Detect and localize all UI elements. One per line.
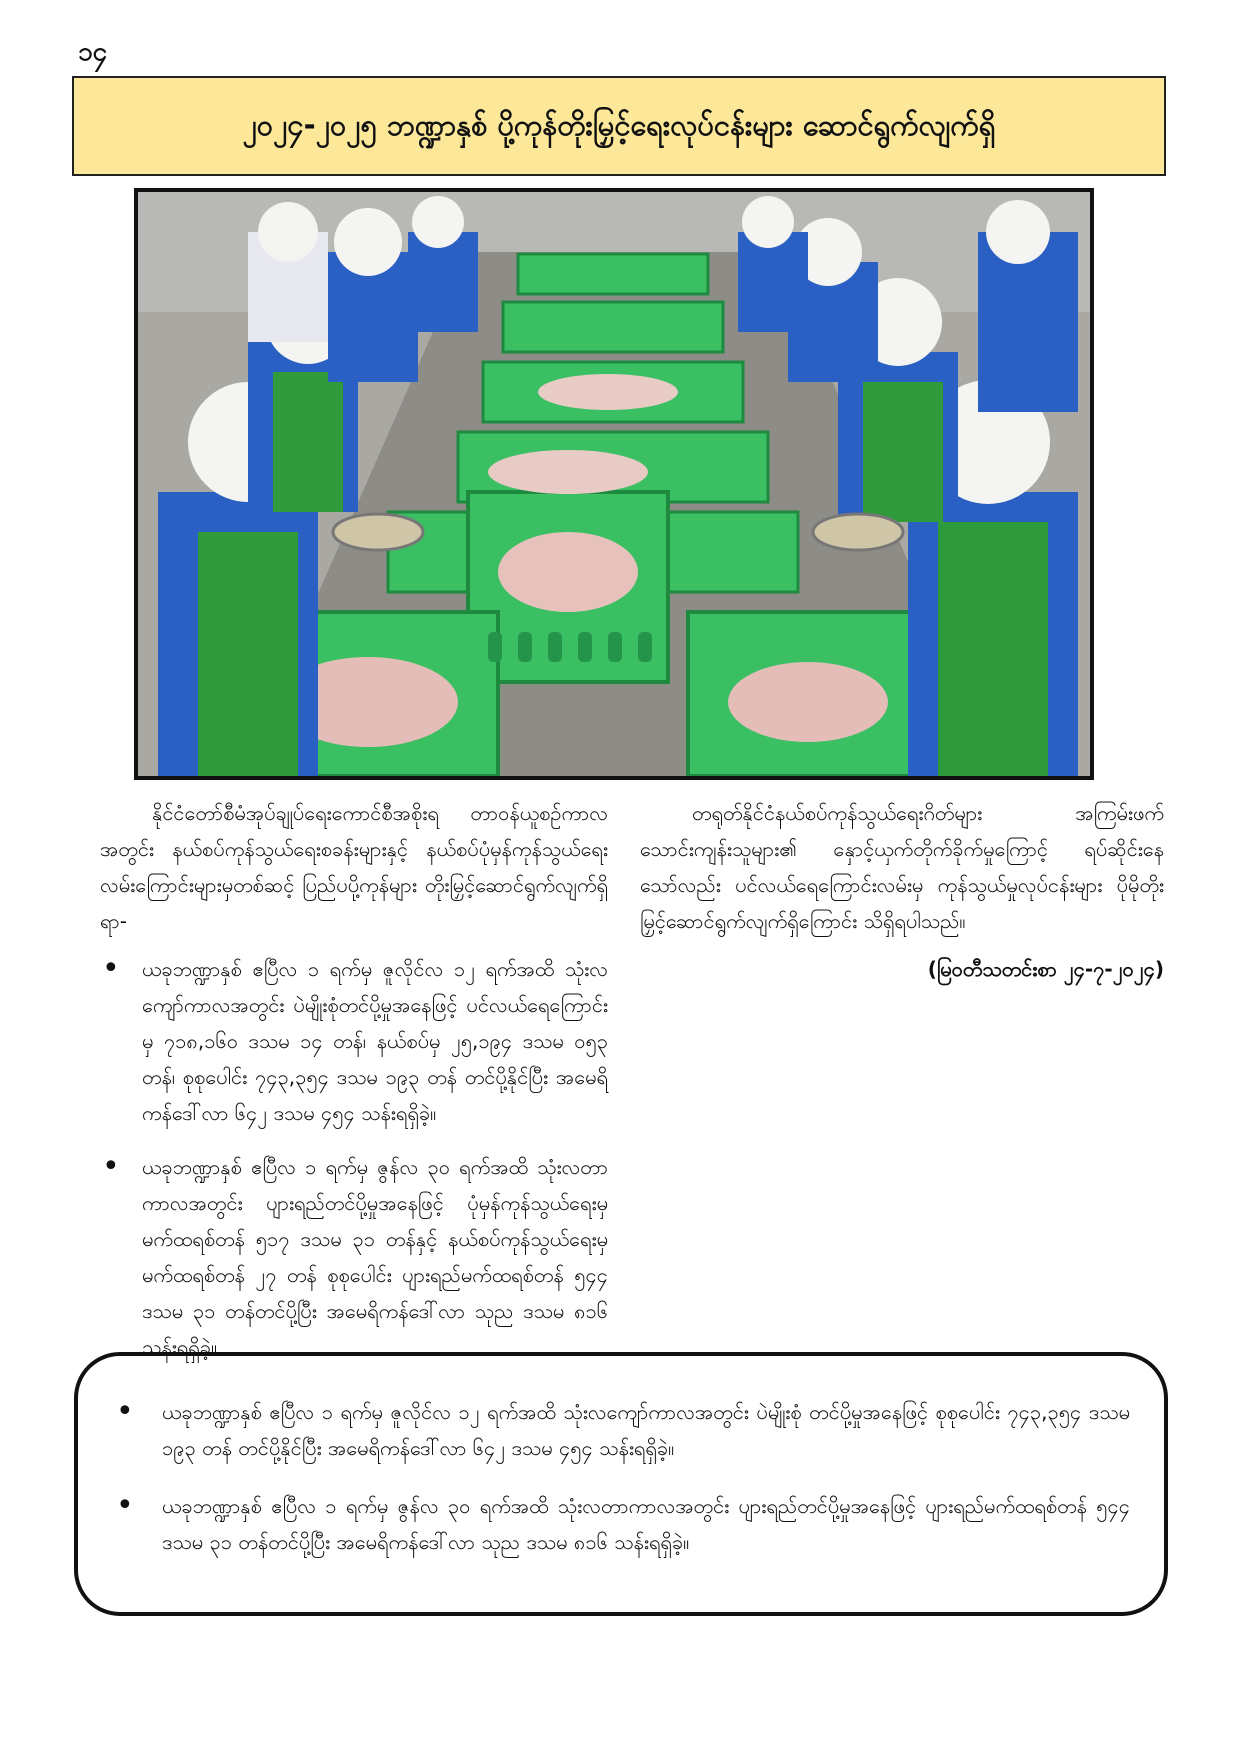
photo-illustration [138, 192, 1090, 776]
fish-processing-photo [134, 188, 1094, 780]
summary-box [74, 1352, 1168, 1616]
article-bullet-honey: • ယခုဘဏ္ဍာနှစ် ဧပြီလ ၁ ရက်မှ ဇွန်လ ၃၀ ရက်အထိ သုံးလတာကာလအတွင်း ပျားရည်တင်ပို့မှုအနေဖြင့် ပုံမှန်ကုန်သွယ်ရေးမှ မက်ထရစ်တန် ၅၁၇ ဒသမ ၃၁ တန်နှင့် နယ်စပ်ကုန်သွယ်ရေးမှ မက်ထရစ်တန် ၂၇ တန် စုစုပေါင်း ပျားရည်မက်ထရစ်တန် ၅၄၄ ဒသမ ၃၁ တန်တင်ပို့ပြီး အမေရိကန်ဒေါ်လာ သုည ဒသမ ၈၁၆ သန်းရရှိခဲ့။ [100, 1149, 608, 1365]
article-closing: တရုတ်နိုင်ငံနယ်စပ်ကုန်သွယ်ရေးဂိတ်များ အကြမ်းဖက်သောင်းကျန်းသူများ၏ နှောင့်ယှက်တိုက်ခိုက်မှုကြောင့် ရပ်ဆိုင်းနေသော်လည်း ပင်လယ်ရေကြောင်းလမ်းမှ ကုန်သွယ်မှုလုပ်ငန်းများ ပိုမိုတိုးမြှင့်ဆောင်ရွက်လျက်ရှိကြောင်း သိရှိရပါသည်။ [640, 801, 1164, 933]
page-number: ၁၄ [78, 37, 108, 67]
summary-list [110, 1394, 1130, 1560]
page-title: ၂၀၂၄-၂၀၂၅ ဘဏ္ဍာနှစ် ပို့ကုန်တိုးမြှင့်ရေးလုပ်ငန်းများ ဆောင်ရွက်လျက်ရှိ [242, 108, 996, 143]
article-source: (မြဝတီသတင်းစာ ၂၄-၇-၂၀၂၄) [927, 957, 1164, 981]
article-intro: နိုင်ငံတော်စီမံအုပ်ချုပ်ရေးကောင်စီအစိုးရ တာဝန်ယူစဉ်ကာလအတွင်း နယ်စပ်ကုန်သွယ်ရေးစခန်းများနှင့် နယ်စပ်ပုံမှန်ကုန်သွယ်ရေးလမ်းကြောင်းများမှတစ်ဆင့် ပြည်ပပို့ကုန်များ တိုးမြှင့်ဆောင်ရွက်လျက်ရှိရာ- [100, 801, 608, 933]
article-bullet-beans: • ယခုဘဏ္ဍာနှစ် ဧပြီလ ၁ ရက်မှ ဇူလိုင်လ ၁၂ ရက်အထိ သုံးလကျော်ကာလအတွင်း ပဲမျိုးစုံတင်ပို့မှုအနေဖြင့် ပင်လယ်ရေကြောင်းမှ ၇၁၈,၁၆၀ ဒသမ ၁၄ တန်၊ နယ်စပ်မှ ၂၅,၁၉၄ ဒသမ ၀၅၃ တန်၊ စုစုပေါင်း ၇၄၃,၃၅၄ ဒသမ ၁၉၃ တန် တင်ပို့နိုင်ပြီး အမေရိကန်ဒေါ်လာ ၆၄၂ ဒသမ ၄၅၄ သန်းရရှိခဲ့။ [100, 951, 608, 1131]
article-right-column [640, 795, 1164, 999]
summary-item-beans: • ယခုဘဏ္ဍာနှစ် ဧပြီလ ၁ ရက်မှ ဇူလိုင်လ ၁၂ ရက်အထိ သုံးလကျော်ကာလအတွင်း ပဲမျိုးစုံ တင်ပို့မှုအနေဖြင့် စုစုပေါင်း ၇၄၃,၃၅၄ ဒသမ ၁၉၃ တန် တင်ပို့နိုင်ပြီး အမေရိကန်ဒေါ်လာ ၆၄၂ ဒသမ ၄၅၄ သန်းရရှိခဲ့။ [110, 1394, 1130, 1466]
title-banner [72, 76, 1166, 176]
article-left-column [100, 795, 608, 1383]
summary-item-honey: • ယခုဘဏ္ဍာနှစ် ဧပြီလ ၁ ရက်မှ ဇွန်လ ၃၀ ရက်အထိ သုံးလတာကာလအတွင်း ပျားရည်တင်ပို့မှုအနေဖြင့် ပျားရည်မက်ထရစ်တန် ၅၄၄ ဒသမ ၃၁ တန်တင်ပို့ပြီး အမေရိကန်ဒေါ်လာ သုည ဒသမ ၈၁၆ သန်းရရှိခဲ့။ [110, 1488, 1130, 1560]
article-bullet-list [100, 951, 608, 1365]
